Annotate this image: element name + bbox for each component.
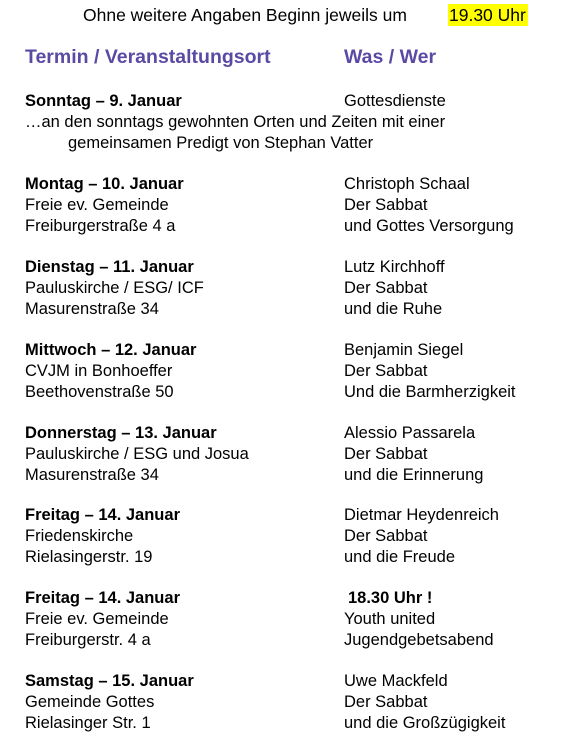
entry-date: Mittwoch – 12. Januar [25, 341, 197, 359]
entry-place: Freie ev. Gemeinde [25, 196, 169, 214]
entry-topic: Der Sabbat [344, 527, 428, 545]
entry-date: Dienstag – 11. Januar [25, 258, 194, 276]
entry-place: Friedenskirche [25, 527, 134, 545]
entry-topic: Und die Barmherzigkeit [344, 383, 516, 401]
entry-note: …an den sonntags gewohnten Orten und Zeiten mit einer [25, 113, 446, 131]
entry-what: Gottesdienste [344, 92, 446, 110]
entry-topic: und die Erinnerung [344, 466, 484, 484]
entry-topic: und die Ruhe [344, 300, 443, 318]
entry-place: Pauluskirche / ESG/ ICF [25, 279, 204, 297]
intro-text: Ohne weitere Angaben Beginn jeweils um [83, 5, 407, 25]
entry-address: Freiburgerstraße 4 a [25, 217, 176, 235]
entry-place: Freie ev. Gemeinde [25, 610, 169, 628]
entry-date: Freitag – 14. Januar [25, 589, 180, 607]
header-was-wer: Was / Wer [344, 46, 437, 68]
entry-topic: Youth united [344, 610, 436, 628]
start-time-highlight: 19.30 Uhr [449, 5, 526, 25]
entry-address: Rielasinger Str. 1 [25, 714, 151, 732]
entry-speaker: Alessio Passarela [344, 424, 476, 442]
entry-speaker: Benjamin Siegel [344, 341, 464, 359]
entry-topic: Der Sabbat [344, 445, 428, 463]
entry-topic: und die Freude [344, 548, 455, 566]
entry-date: Samstag – 15. Januar [25, 672, 194, 690]
entry-date: Sonntag – 9. Januar [25, 92, 182, 110]
entry-topic: und die Großzügigkeit [344, 714, 506, 732]
entry-address: Beethovenstraße 50 [25, 383, 174, 401]
entry-special-time: 18.30 Uhr ! [348, 589, 433, 607]
entry-topic: Der Sabbat [344, 693, 428, 711]
entry-address: Masurenstraße 34 [25, 466, 159, 484]
entry-topic: Jugendgebetsabend [344, 631, 494, 649]
entry-note: gemeinsamen Predigt von Stephan Vatter [68, 134, 374, 152]
entry-address: Rielasingerstr. 19 [25, 548, 153, 566]
entry-address: Freiburgerstr. 4 a [25, 631, 151, 649]
entry-topic: Der Sabbat [344, 362, 428, 380]
entry-speaker: Uwe Mackfeld [344, 672, 448, 690]
entry-speaker: Dietmar Heydenreich [344, 506, 499, 524]
entry-topic: Der Sabbat [344, 279, 428, 297]
entry-place: Pauluskirche / ESG und Josua [25, 445, 249, 463]
entry-speaker: Christoph Schaal [344, 175, 470, 193]
header-termin: Termin / Veranstaltungsort [25, 46, 271, 68]
entry-speaker: Lutz Kirchhoff [344, 258, 445, 276]
entry-address: Masurenstraße 34 [25, 300, 159, 318]
entry-place: CVJM in Bonhoeffer [25, 362, 173, 380]
entry-topic: und Gottes Versorgung [344, 217, 514, 235]
entry-place: Gemeinde Gottes [25, 693, 155, 711]
entry-date: Donnerstag – 13. Januar [25, 424, 217, 442]
entry-date: Montag – 10. Januar [25, 175, 184, 193]
entry-date: Freitag – 14. Januar [25, 506, 180, 524]
entry-topic: Der Sabbat [344, 196, 428, 214]
